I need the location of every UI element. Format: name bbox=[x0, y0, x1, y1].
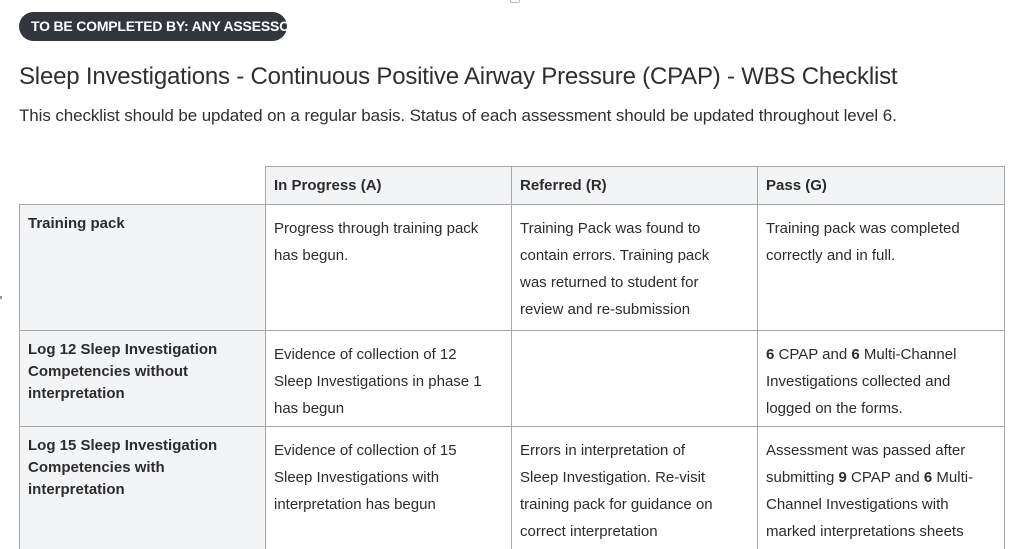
table-row bbox=[20, 331, 1005, 427]
cell-text-fragment: CPAP and bbox=[774, 346, 852, 363]
cell-referred-empty bbox=[512, 331, 758, 427]
row-label-training-pack bbox=[20, 205, 266, 331]
wbs-checklist-table bbox=[19, 166, 1005, 549]
cell-text-line: Sleep Investigation. Re-visit bbox=[520, 469, 706, 486]
cell-text-fragment: submitting bbox=[766, 469, 839, 486]
row-label-line: Log 15 Sleep Investigation bbox=[28, 437, 218, 454]
cell-pass bbox=[758, 427, 1005, 549]
cell-text-line bbox=[766, 341, 996, 368]
cell-text-line: interpretation has begun bbox=[274, 496, 436, 513]
row-label-line: Training pack bbox=[28, 215, 125, 232]
cell-text-line: Evidence of collection of 12 bbox=[274, 346, 457, 363]
row-label-line: interpretation bbox=[28, 385, 125, 402]
page-description: This checklist should be updated on a regular basis. Status of each assessment should be updated throughout level 6. bbox=[19, 106, 897, 125]
cell-text-line: correct interpretation bbox=[520, 523, 658, 540]
cell-text-line: Assessment was passed after bbox=[766, 442, 966, 459]
cell-text-line: logged on the forms. bbox=[766, 400, 903, 417]
multi-channel-count: 6 bbox=[923, 469, 933, 486]
row-label-line: Log 12 Sleep Investigation bbox=[28, 341, 218, 358]
cell-text-line: Investigations collected and bbox=[766, 373, 951, 390]
cell-text-line: has begun. bbox=[274, 247, 349, 264]
cell-text-line: Sleep Investigations with bbox=[274, 469, 440, 486]
table-row bbox=[20, 427, 1005, 549]
cell-in-progress bbox=[266, 205, 512, 331]
cell-text-line: Training pack was completed bbox=[766, 220, 960, 237]
cell-text-line bbox=[766, 464, 996, 491]
cell-text-line: contain errors. Training pack bbox=[520, 247, 710, 264]
cell-text-fragment: CPAP and bbox=[846, 469, 924, 486]
cell-referred bbox=[512, 427, 758, 549]
cell-text-line: review and re-submission bbox=[520, 301, 691, 318]
cell-in-progress bbox=[266, 427, 512, 549]
cell-text-line: has begun bbox=[274, 400, 345, 417]
cpap-count: 6 bbox=[766, 346, 775, 363]
column-header-in-progress: In Progress (A) bbox=[266, 167, 512, 205]
row-label-log-15 bbox=[20, 427, 266, 549]
row-label-line: Competencies with bbox=[28, 459, 165, 476]
page-title: Sleep Investigations - Continuous Positive Airway Pressure (CPAP) - WBS Checklist bbox=[19, 63, 898, 90]
cell-text-line: Evidence of collection of 15 bbox=[274, 442, 457, 459]
column-header-referred: Referred (R) bbox=[512, 167, 758, 205]
table-header-row bbox=[20, 167, 1005, 205]
row-label-line: Competencies without bbox=[28, 363, 189, 380]
cell-text-fragment: Multi- bbox=[932, 469, 974, 486]
cell-text-line: marked interpretations sheets bbox=[766, 523, 964, 540]
margin-marker bbox=[0, 296, 2, 299]
cell-text-line: Progress through training pack bbox=[274, 220, 479, 237]
cpap-count: 9 bbox=[838, 469, 847, 486]
cell-pass bbox=[758, 331, 1005, 427]
column-header-empty bbox=[20, 167, 266, 205]
assessor-badge: TO BE COMPLETED BY: ANY ASSESSOR bbox=[19, 12, 287, 41]
row-label-log-12 bbox=[20, 331, 266, 427]
cell-in-progress bbox=[266, 331, 512, 427]
cell-text-line: Sleep Investigations in phase 1 bbox=[274, 373, 482, 390]
cell-text-line: training pack for guidance on bbox=[520, 496, 713, 513]
page-marker bbox=[510, 0, 520, 3]
cell-text-line: Errors in interpretation of bbox=[520, 442, 686, 459]
row-label-line: interpretation bbox=[28, 481, 125, 498]
cell-text-line: correctly and in full. bbox=[766, 247, 896, 264]
cell-referred bbox=[512, 205, 758, 331]
cell-text-line: was returned to student for bbox=[520, 274, 699, 291]
table-row bbox=[20, 205, 1005, 331]
cell-text-line: Channel Investigations with bbox=[766, 496, 949, 513]
cell-text-fragment: Multi-Channel bbox=[859, 346, 957, 363]
cell-text-line: Training Pack was found to bbox=[520, 220, 701, 237]
cell-pass bbox=[758, 205, 1005, 331]
column-header-pass: Pass (G) bbox=[758, 167, 1005, 205]
multi-channel-count: 6 bbox=[851, 346, 860, 363]
